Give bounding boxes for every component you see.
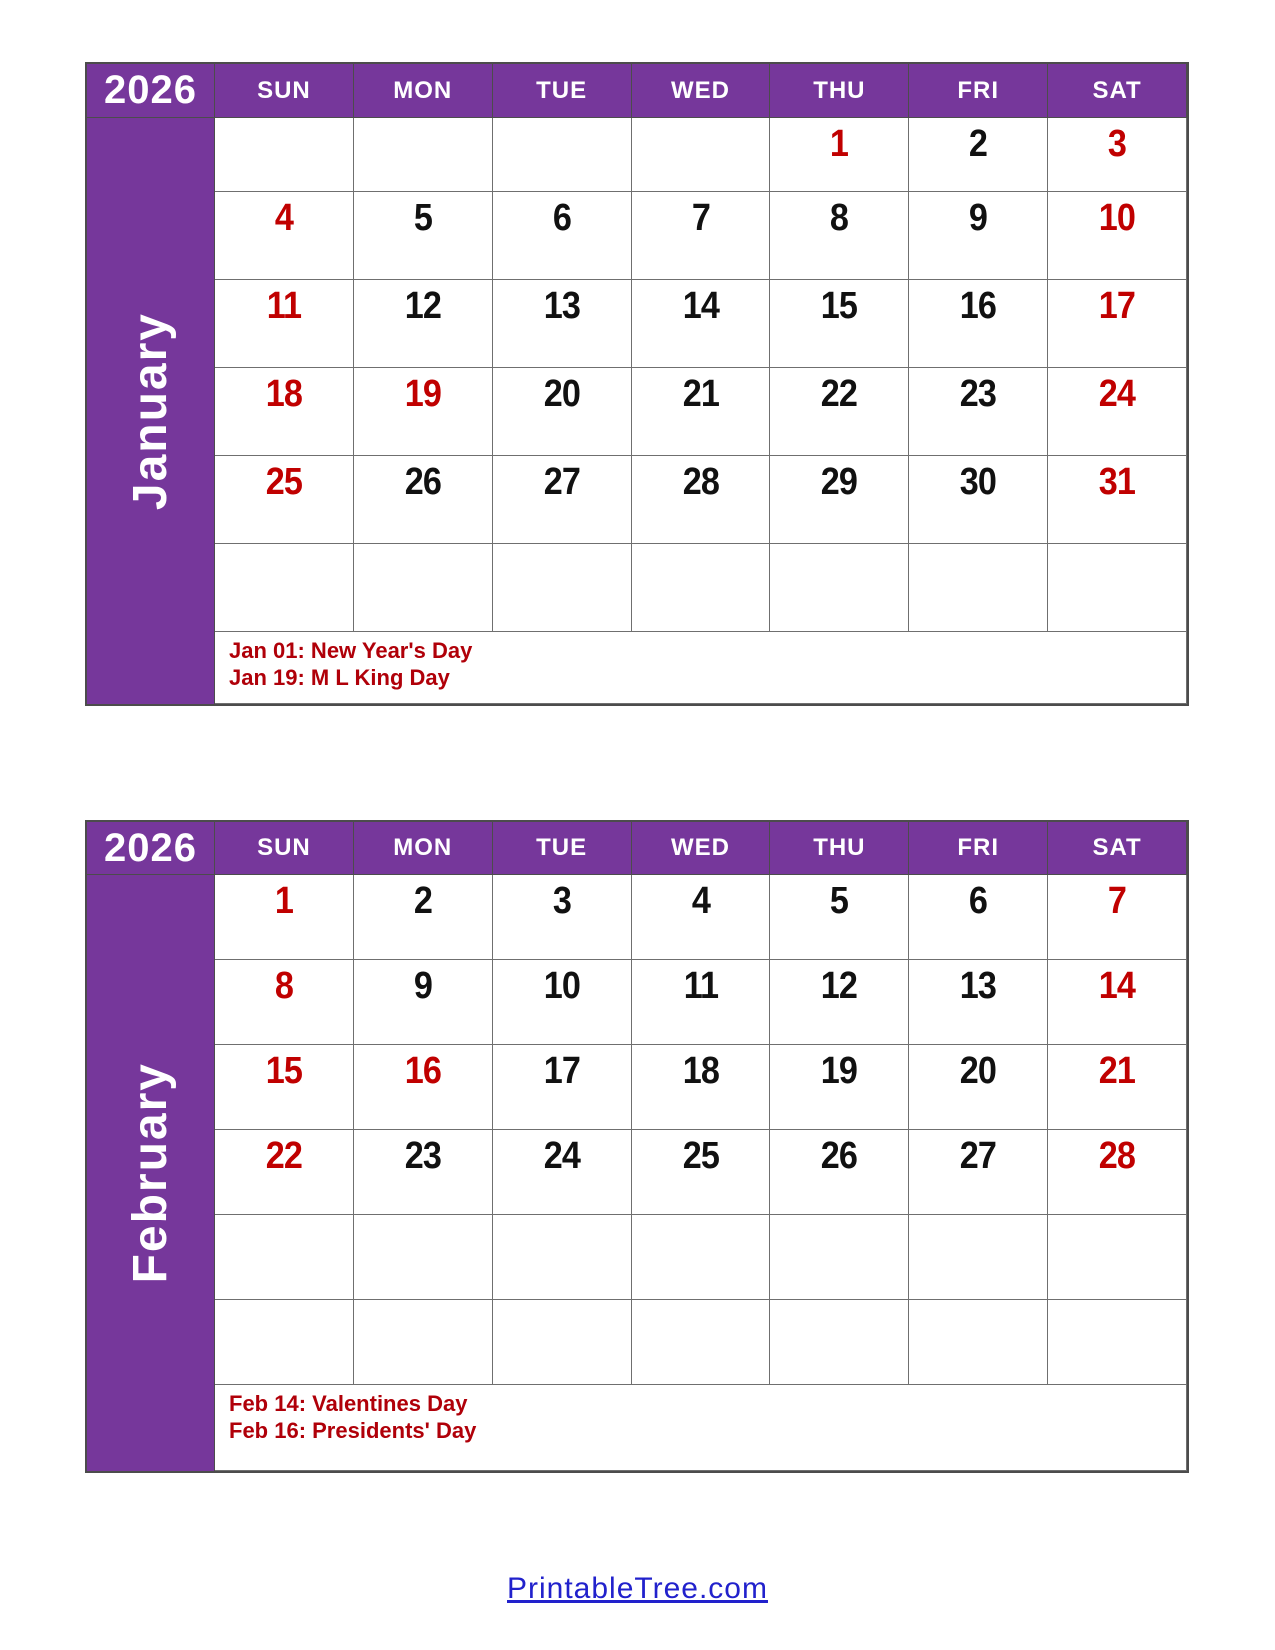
day-cell (909, 368, 1048, 456)
day-cell (493, 192, 632, 280)
day-number: 2 (413, 880, 432, 922)
day-cell (1048, 1130, 1187, 1215)
day-cell (632, 280, 771, 368)
day-cell (354, 1300, 493, 1385)
day-number: 15 (821, 285, 858, 327)
day-number: 27 (543, 461, 580, 503)
day-cell (215, 368, 354, 456)
day-cell (909, 1300, 1048, 1385)
day-cell (909, 1130, 1048, 1215)
day-number: 2 (969, 123, 988, 165)
day-number: 30 (960, 461, 997, 503)
day-number: 26 (821, 1135, 858, 1177)
day-number: 29 (821, 461, 858, 503)
day-number: 4 (691, 880, 710, 922)
day-cell (354, 1130, 493, 1215)
day-number: 10 (1098, 197, 1136, 239)
day-cell (909, 192, 1048, 280)
day-number: 28 (682, 461, 719, 503)
day-cell (909, 544, 1048, 632)
day-cell (770, 875, 909, 960)
day-cell (493, 368, 632, 456)
holiday-note: Jan 01: New Year's Day (229, 638, 473, 663)
day-number: 6 (969, 880, 988, 922)
day-number: 11 (683, 965, 718, 1007)
weekday-header-sun: SUN (215, 822, 354, 875)
day-cell (215, 960, 354, 1045)
day-cell (632, 544, 771, 632)
weekday-header-mon: MON (354, 64, 493, 118)
day-cell (215, 1130, 354, 1215)
day-cell (770, 1045, 909, 1130)
day-number: 10 (543, 965, 580, 1007)
day-cell (770, 1130, 909, 1215)
weekday-header-mon: MON (354, 822, 493, 875)
day-cell (493, 456, 632, 544)
weekday-header-fri: FRI (909, 822, 1048, 875)
day-cell (909, 875, 1048, 960)
day-cell (1048, 118, 1187, 192)
weekday-header-thu: THU (770, 822, 909, 875)
day-number: 15 (265, 1050, 303, 1092)
day-cell (354, 1215, 493, 1300)
day-number: 19 (404, 373, 441, 415)
day-number: 17 (543, 1050, 580, 1092)
day-cell (354, 960, 493, 1045)
day-cell (632, 1130, 771, 1215)
day-cell (215, 192, 354, 280)
day-number: 4 (274, 197, 293, 239)
day-number: 31 (1098, 461, 1136, 503)
day-number: 20 (960, 1050, 997, 1092)
weekday-header-tue: TUE (493, 64, 632, 118)
day-cell (1048, 875, 1187, 960)
day-number: 9 (413, 965, 432, 1007)
day-number: 16 (960, 285, 997, 327)
day-cell (493, 118, 632, 192)
weekday-header-wed: WED (632, 64, 771, 118)
day-number: 5 (413, 197, 432, 239)
day-cell (632, 192, 771, 280)
day-number: 6 (552, 197, 571, 239)
day-cell (354, 875, 493, 960)
day-cell (215, 1300, 354, 1385)
day-cell (770, 280, 909, 368)
day-cell (215, 1215, 354, 1300)
day-number: 21 (1098, 1050, 1136, 1092)
day-number: 3 (1108, 123, 1127, 165)
day-cell (632, 1045, 771, 1130)
holiday-notes (215, 1385, 1187, 1471)
day-cell (632, 875, 771, 960)
day-cell (493, 1300, 632, 1385)
weekday-header-wed: WED (632, 822, 771, 875)
day-cell (215, 280, 354, 368)
day-cell (354, 456, 493, 544)
day-cell (632, 1300, 771, 1385)
day-number: 1 (830, 123, 849, 165)
day-cell (215, 1045, 354, 1130)
day-cell (770, 368, 909, 456)
day-cell (770, 118, 909, 192)
month-label (87, 875, 215, 1471)
day-cell (354, 118, 493, 192)
day-cell (354, 1045, 493, 1130)
day-cell (909, 280, 1048, 368)
day-cell (1048, 280, 1187, 368)
day-cell (770, 456, 909, 544)
day-cell (354, 192, 493, 280)
holiday-note: Feb 14: Valentines Day (229, 1391, 468, 1416)
day-cell (1048, 368, 1187, 456)
january-calendar (85, 62, 1189, 706)
day-cell (770, 960, 909, 1045)
day-cell (1048, 456, 1187, 544)
day-number: 18 (265, 373, 303, 415)
day-number: 16 (404, 1050, 441, 1092)
day-number: 12 (821, 965, 858, 1007)
day-number: 22 (821, 373, 858, 415)
day-number: 13 (543, 285, 580, 327)
day-number: 25 (682, 1135, 719, 1177)
day-number: 19 (821, 1050, 858, 1092)
day-number: 27 (960, 1135, 997, 1177)
day-number: 22 (265, 1135, 303, 1177)
day-cell (1048, 1215, 1187, 1300)
month-name-text: February (124, 1062, 177, 1284)
day-cell (909, 118, 1048, 192)
day-number: 21 (682, 373, 719, 415)
day-cell (493, 1215, 632, 1300)
day-cell (493, 280, 632, 368)
day-number: 14 (682, 285, 719, 327)
day-cell (1048, 1045, 1187, 1130)
day-cell (1048, 192, 1187, 280)
day-number: 11 (266, 285, 302, 327)
day-number: 24 (543, 1135, 580, 1177)
year-label: 2026 (87, 822, 215, 875)
day-cell (493, 1045, 632, 1130)
day-number: 28 (1098, 1135, 1136, 1177)
day-cell (770, 544, 909, 632)
february-calendar (85, 820, 1189, 1473)
day-cell (909, 960, 1048, 1045)
day-cell (1048, 544, 1187, 632)
day-cell (493, 960, 632, 1045)
year-label: 2026 (87, 64, 215, 118)
day-cell (770, 1215, 909, 1300)
day-cell (770, 1300, 909, 1385)
day-number: 1 (274, 880, 293, 922)
weekday-header-tue: TUE (493, 822, 632, 875)
day-cell (493, 875, 632, 960)
weekday-header-sat: SAT (1048, 822, 1187, 875)
day-cell (632, 118, 771, 192)
day-number: 8 (830, 197, 849, 239)
day-cell (909, 1045, 1048, 1130)
day-number: 13 (960, 965, 997, 1007)
day-number: 8 (274, 965, 293, 1007)
day-number: 17 (1098, 285, 1136, 327)
day-number: 25 (265, 461, 303, 503)
holiday-notes (215, 632, 1187, 704)
day-cell (632, 960, 771, 1045)
day-number: 9 (969, 197, 988, 239)
day-cell (632, 456, 771, 544)
day-cell (493, 544, 632, 632)
day-cell (632, 1215, 771, 1300)
day-cell (909, 1215, 1048, 1300)
day-cell (215, 875, 354, 960)
day-cell (493, 1130, 632, 1215)
weekday-header-sat: SAT (1048, 64, 1187, 118)
day-cell (909, 456, 1048, 544)
day-cell (215, 456, 354, 544)
footer (0, 1572, 1275, 1606)
day-number: 18 (682, 1050, 719, 1092)
holiday-note: Feb 16: Presidents' Day (229, 1418, 477, 1443)
day-cell (215, 118, 354, 192)
day-cell (215, 544, 354, 632)
day-number: 5 (830, 880, 849, 922)
weekday-header-sun: SUN (215, 64, 354, 118)
day-number: 14 (1098, 965, 1136, 1007)
day-cell (354, 544, 493, 632)
weekday-header-thu: THU (770, 64, 909, 118)
day-number: 24 (1098, 373, 1136, 415)
day-number: 3 (552, 880, 571, 922)
day-number: 20 (543, 373, 580, 415)
day-cell (354, 368, 493, 456)
holiday-note: Jan 19: M L King Day (229, 665, 450, 690)
site-link[interactable]: PrintableTree.com (507, 1572, 768, 1605)
day-cell (1048, 1300, 1187, 1385)
day-number: 12 (404, 285, 441, 327)
month-name-text: January (124, 311, 177, 511)
day-number: 23 (960, 373, 997, 415)
day-cell (354, 280, 493, 368)
day-number: 23 (404, 1135, 441, 1177)
weekday-header-fri: FRI (909, 64, 1048, 118)
day-cell (770, 192, 909, 280)
day-cell (1048, 960, 1187, 1045)
day-number: 7 (691, 197, 710, 239)
month-label (87, 118, 215, 704)
day-cell (632, 368, 771, 456)
day-number: 7 (1108, 880, 1127, 922)
day-number: 26 (404, 461, 441, 503)
